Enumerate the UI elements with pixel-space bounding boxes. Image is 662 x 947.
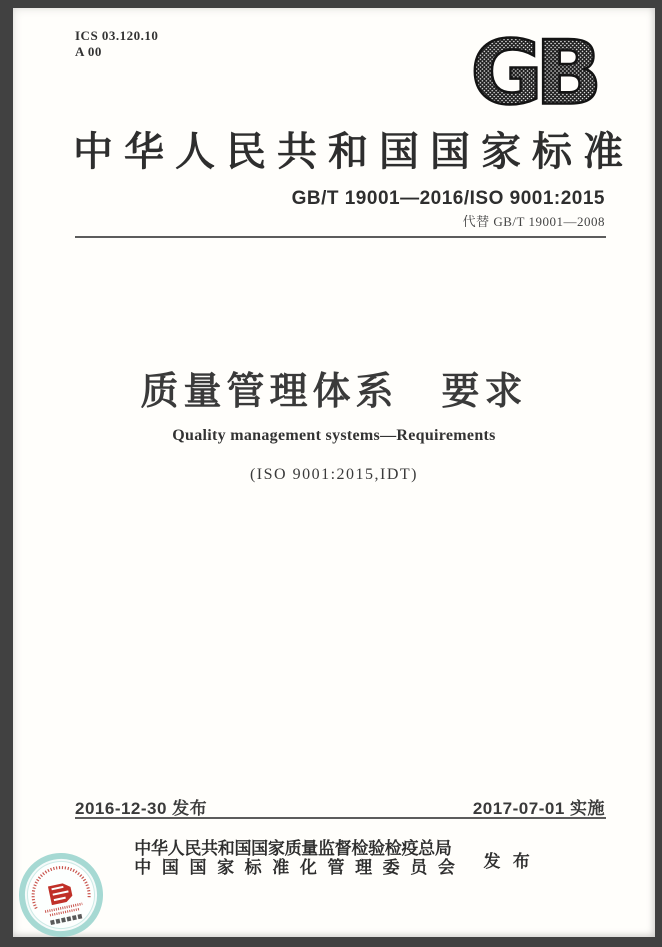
ics-code: ICS 03.120.10 — [75, 28, 159, 43]
anti-counterfeit-seal — [19, 853, 103, 937]
issuer-block — [13, 839, 655, 878]
standard-title-chinese: 质量管理体系 要求 — [140, 371, 528, 413]
iso-equivalence-note: (ISO 9001:2015,IDT) — [249, 466, 419, 483]
implementation-date: 2017-07-01 实施 — [472, 799, 605, 818]
issuer-names — [134, 839, 465, 878]
footer-divider — [75, 817, 606, 819]
publish-label: 发 布 — [483, 852, 534, 871]
date-row — [75, 794, 605, 819]
gb-logo-text: GB — [470, 32, 595, 108]
issuer-sac: 中国国家标准化管理委员会 — [134, 858, 466, 877]
standard-title-english: Quality management systems—Requirements — [172, 427, 496, 444]
issuer-aqsiq: 中华人民共和国国家质量监督检验检疫总局 — [134, 839, 452, 858]
replaces-note: 代替 GB/T 19001—2008 — [462, 214, 605, 229]
issue-date: 2016-12-30 发布 — [75, 799, 208, 818]
standard-number: GB/T 19001—2016/ISO 9001:2015 — [291, 188, 605, 209]
standard-cover-page — [13, 8, 655, 937]
national-standard-heading: 中华人民共和国国家标准 — [73, 129, 634, 174]
ics-classification — [75, 28, 158, 60]
ics-category-code: A 00 — [75, 44, 102, 59]
gb-logo-icon — [450, 32, 612, 108]
header-divider — [75, 236, 606, 238]
